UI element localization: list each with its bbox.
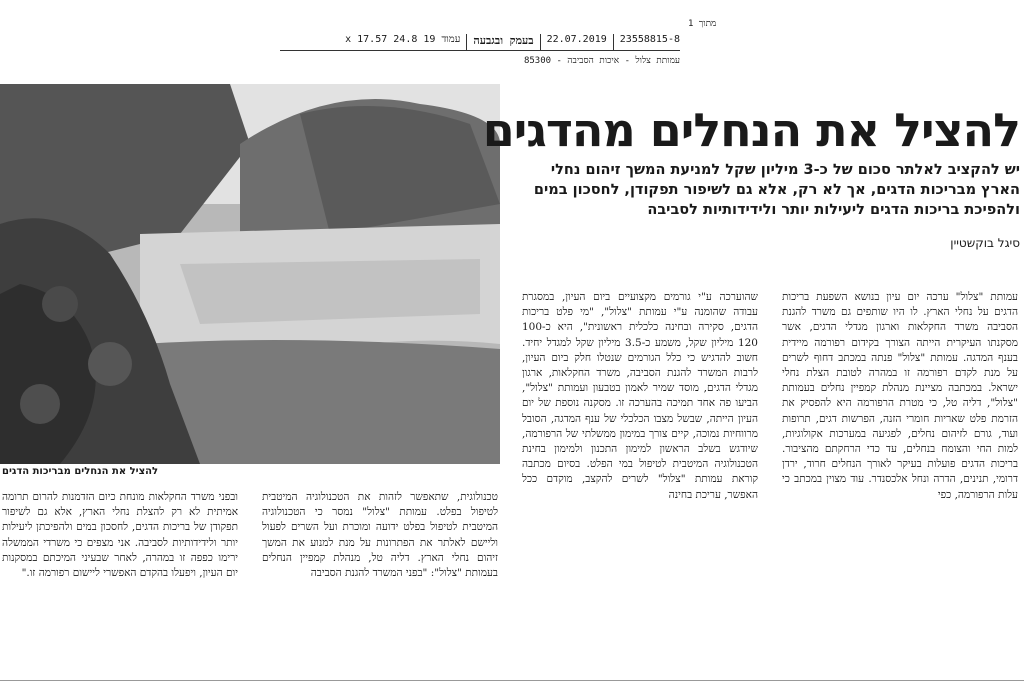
page-issue: עמוד 19 [423,34,461,45]
clip-dimensions: 24.8 x 17.57 [345,34,418,45]
divider [540,34,541,50]
column-text: טכנולוגית, שתאפשר לזהות את הטכנולוגיה המיטבית לטיפול בפלט. עמותת "צלול" נמסר כי הטכנולוגיה המיטבית לטיפול בפלט ידועה ומוכרת ועל השרים לפעול וליישם לאלתר את הפתרונות על מנת למנוע את המשך זיהום נחלי הארץ. דליה טל, מנהלת קמפיין הנחלים בעמותת "צלול": "בפני המשרד להגנת הסביבה [262,491,498,580]
clip-code: 23558815-8 [619,34,680,45]
bottom-rule [0,680,1024,681]
column-text: ובפני משרד החקלאות מונחת כיום הזדמנות להרום תרומה אמיתית לא רק להצלת נחלי הארץ, אלא גם לשיפור תפקודן של בריכות הדגים, לחסכון במים ולהפיכתן ליעילות יותר ולידידותיות לסביבה. אני מצפים כי משרדי הממשלה ירימו כפפה זו במהרה, לאחר שבעיני המיכתם במסקנות יום העיון, ויפעלו בהקדם האפשרי ליישום רפורמה זו." [2,491,238,580]
article-column-4 [2,490,238,680]
page-number: 1 מתוך [688,19,717,29]
divider [466,34,467,50]
photo-caption: להציל את הנחלים מבריכות הדגים [2,466,159,477]
article-byline: סיגל בוקשטיין [950,236,1020,250]
column-text: שהוערכה ע"י גורמים מקצועיים ביום העיון, במסגרת עבודה שהומנה ע"י עמותת "צלול", "מי פלט בריכות הדגים, סקירה ובחינה כלכלית ראשונית", היא כ-100 120 מיליון שקל, משמע כ-3.5 מיליון שקל למגדל יחיד. חשוב להדגיש כי כלל הגורמים שנטלו חלק ביום העיון, לרבות המשרד להגנת הסביבה, משרד החקלאות, ארגון מגדלי הדגים, מוסד שמיר לאמון בטבעון ועמותת "צלול", הביעו פה אחד תמיכה בהערכה זו. מסקנה נוספת של יום העיון הייתה, שבשל מצבו הכלכלי של ענף המדגה, הסובל מרווחיות נמוכה, קיים צורך במימון ממשלתי של הרפורמה, שיודגש בשלב הראשון למימון התכנון ולמימון בחינת הטכנולוגיה המיטבית לטיפול במי הפלט. בסיום מכתבה קוראת עמותת "צלול" לשרים להקצב, מוקדם ככל האפשר, עריכת בחינה [522,291,758,501]
article-column-3 [262,490,498,680]
divider [613,34,614,50]
clipping-subheader: עמותת צלול - איכות הסביבה - 85300 [523,56,680,66]
article-headline: להציל את הנחלים מהדגים [482,103,1020,157]
clip-date: 22.07.2019 [546,34,607,45]
article-column-2 [522,290,758,680]
article-photo-river [0,84,500,464]
river-scene-illustration [0,84,500,464]
article-deck: יש להקציב לאלתר סכום של כ-3 מיליון שקל למניעת המשך זיהום נחלי הארץ מבריכות הדגים, אך לא רק, אלא גם לשיפור תפקודן, לחסכון במים ולהפיכת בריכות הדגים ליעילות יותר ולידידותיות לסביבה [533,162,1020,218]
column-text: עמותת "צלול" ערכה יום עיון בנושא השפעת בריכות הדגים על נחלי הארץ. לו היו שותפים גם משרד להגנת הסביבה משרד החקלאות וארגון מגדלי הדגים, אשר מסקנתו העיקרית הייתה הצורך בקידום רפורמה מיידית בענף המדגה. עמותת "צלול" פנתה במכתב דחוף לשרים על מנת לקדם רפורמה זו במהרה לטובת הצלת נחלי ישראל. במכתבה מציינת מנהלת קמפיין נחלים בעמותת "צלול", דליה טל, כי מטרת הרפורמה היא להפסיק את הזרמת פלט שאריות חומרי הזנה, הפרשות דגים, תרופות ועוד, גורם לזיהום נחלים, לפגיעה במערכות אקולוגיות, למות החי והצומח בנחלים, עד כדי הרחקתם מהציבור. בריכות הדגים פועלות בעיקר לאורך הנחלים חרוד, ירדן דרומי, תנינים, הדרה ונחל אלכסנדר. עוד מצוין במכתב כי עלות הרפורמה, כפי [782,291,1018,501]
clipping-header [280,34,680,51]
publication-name: בעמק ובגבעה [473,34,534,47]
article-column-1 [782,290,1018,680]
